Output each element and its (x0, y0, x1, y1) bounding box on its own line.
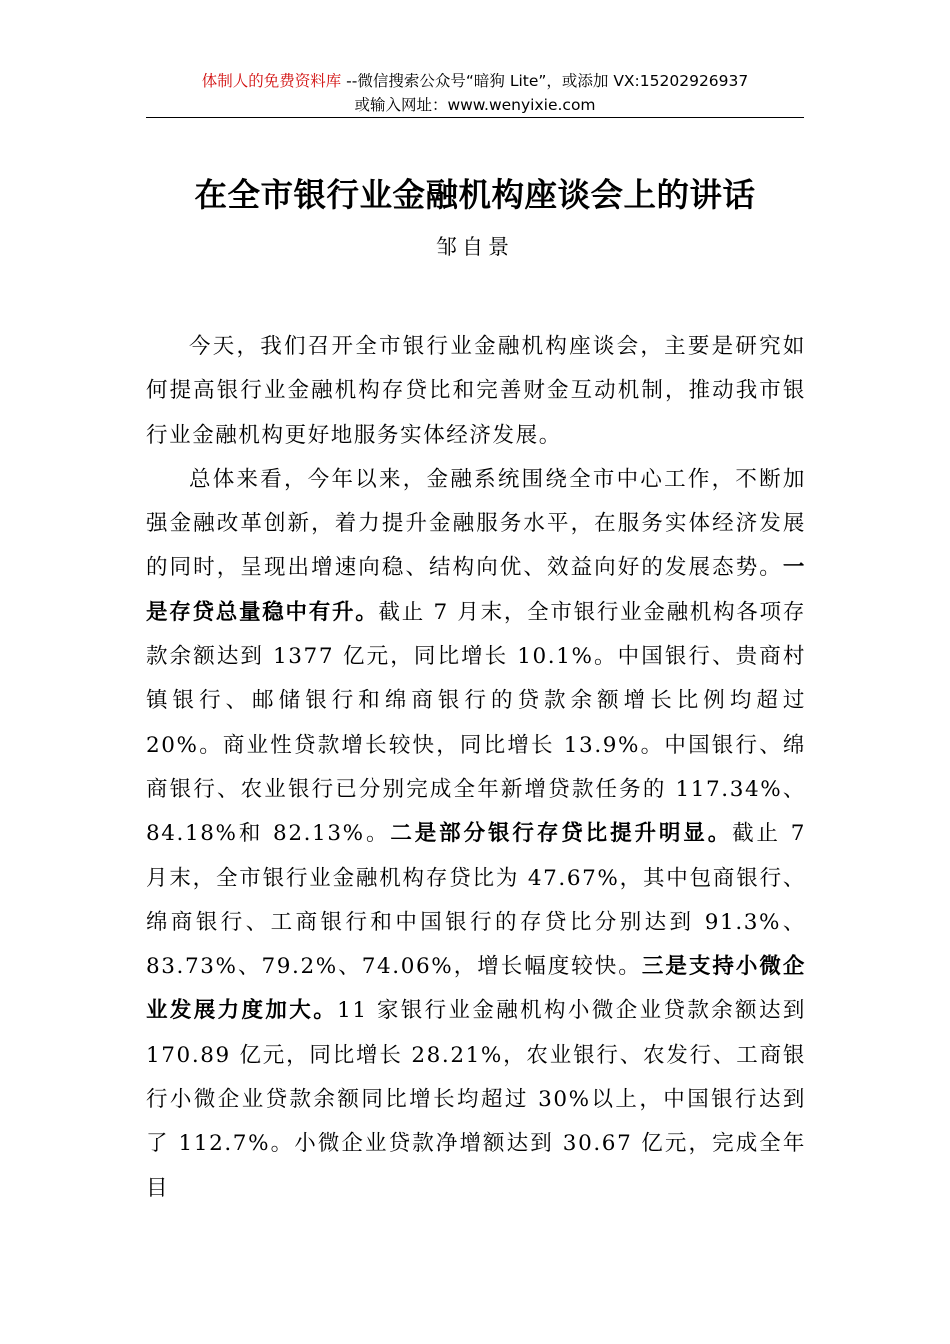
header-brand: 体制人的免费资料库 (201, 72, 342, 90)
loan-deposit-ratio-text: 截止 7 月末，全市银行业金融机构存贷比为 47.67%，其中包商银行、绵商银行、工商银行和中国银行的存贷比分别达到 91.3%、83.73%、79.2%、74.06%，增长幅度较快。 (146, 821, 806, 980)
header-website: 或输入网址：www.wenyixie.com (354, 96, 596, 114)
paragraph-intro: 今天，我们召开全市银行业金融机构座谈会，主要是研究如何提高银行业金融机构存贷比和完善财金互动机制，推动我市银行业金融机构更好地服务实体经济发展。 (146, 334, 806, 448)
document-author: 邹自景 (436, 235, 514, 259)
highlight-deposits-loans: 一是存贷总量稳中有升。 (146, 555, 806, 625)
header-divider (146, 117, 804, 118)
highlight-loan-deposit-ratio: 二是部分银行存贷比提升明显。 (390, 821, 733, 847)
header-promo-text: --微信搜索公众号“暗狗 Lite”，或添加 VX:15202926937 (341, 72, 749, 90)
highlight-small-business: 三是支持小微企业发展力度加大。 (146, 954, 807, 1024)
small-business-text: 11 家银行业金融机构小微企业贷款余额达到 170.89 亿元，同比增长 28.21%，农业银行、农发行、工商银行小微企业贷款余额同比增长均超过 30%以上，中国银行达到了 112.7%。小微企业贷款净增额达到 30.67 亿元，完成全年目 (146, 998, 806, 1201)
paragraph-overview (146, 458, 806, 1211)
overview-text: 总体来看，今年以来，金融系统围绕全市中心工作，不断加强金融改革创新，着力提升金融服务水平，在服务实体经济发展的同时，呈现出增速向稳、结构向优、效益向好的发展态势。 (146, 466, 806, 581)
header-promo-line (0, 68, 950, 94)
deposits-loans-text: 截止 7 月末，全市银行业金融机构各项存款余额达到 1377 亿元，同比增长 10.1%。中国银行、贵商村镇银行、邮储银行和绵商银行的贷款余额增长比例均超过 20%。商业性贷款增长较快，同比增长 13.9%。中国银行、绵商银行、农业银行已分别完成全年新增贷款任务的 117.34%、84.18%和 82.13%。 (146, 599, 806, 847)
document-title: 在全市银行业金融机构座谈会上的讲话 (194, 175, 756, 214)
page-header (0, 68, 950, 116)
document-body (146, 325, 806, 1211)
